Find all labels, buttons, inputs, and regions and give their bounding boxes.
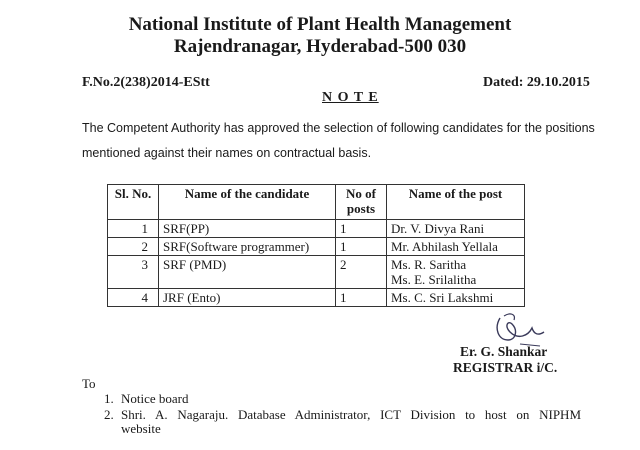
row-sl: 4: [108, 289, 159, 307]
row-post-name: Ms. C. Sri Lakshmi: [387, 289, 525, 307]
table-row: [108, 220, 525, 238]
note-title: N O T E: [322, 90, 379, 105]
header-post-name: Name of the post: [387, 185, 525, 220]
institute-address: Rajendranagar, Hyderabad-500 030: [173, 36, 467, 57]
row-post-name: Mr. Abhilash Yellala: [387, 238, 525, 256]
row-posts: 2: [336, 256, 387, 289]
post-name-line: Ms. E. Srilalitha: [391, 272, 477, 287]
recipient-text: Shri. A. Nagaraju. Database Administrator, ICT Division to host on NIPHM: [121, 407, 581, 422]
row-sl: 2: [108, 238, 159, 256]
row-sl: 3: [108, 256, 159, 289]
header-posts: No of posts: [336, 185, 387, 220]
document-date: Dated: 29.10.2015: [483, 75, 590, 90]
candidates-table: [107, 184, 525, 307]
row-post-name: [387, 256, 525, 289]
institute-name: National Institute of Plant Health Management: [128, 14, 512, 35]
post-name-line: Ms. R. Saritha: [391, 257, 467, 272]
row-candidate: SRF (PMD): [159, 256, 336, 289]
table-row: [108, 256, 525, 289]
signatory-name: Er. G. Shankar: [460, 344, 548, 359]
table-header-row: [108, 185, 525, 220]
row-candidate: SRF(Software programmer): [159, 238, 336, 256]
row-post-name: Dr. V. Divya Rani: [387, 220, 525, 238]
row-posts: 1: [336, 220, 387, 238]
row-sl: 1: [108, 220, 159, 238]
recipient-number: 2.: [104, 407, 114, 422]
recipient-text: Notice board: [121, 391, 189, 406]
recipient-number: 1.: [104, 391, 114, 406]
file-number: F.No.2(238)2014-EStt: [82, 75, 210, 90]
table-row: [108, 289, 525, 307]
body-line-2: mentioned against their names on contractual basis.: [82, 146, 372, 160]
body-line-1: The Competent Authority has approved the selection of following candidates for the positions: [82, 121, 595, 135]
recipient-text-continued: website: [121, 421, 161, 436]
table-row: [108, 238, 525, 256]
header-sl-no: Sl. No.: [108, 185, 159, 220]
row-candidate: SRF(PP): [159, 220, 336, 238]
row-posts: 1: [336, 289, 387, 307]
signatory-designation: REGISTRAR i/C.: [453, 360, 558, 375]
header-candidate: Name of the candidate: [159, 185, 336, 220]
row-candidate: JRF (Ento): [159, 289, 336, 307]
to-label: To: [82, 376, 96, 391]
row-posts: 1: [336, 238, 387, 256]
